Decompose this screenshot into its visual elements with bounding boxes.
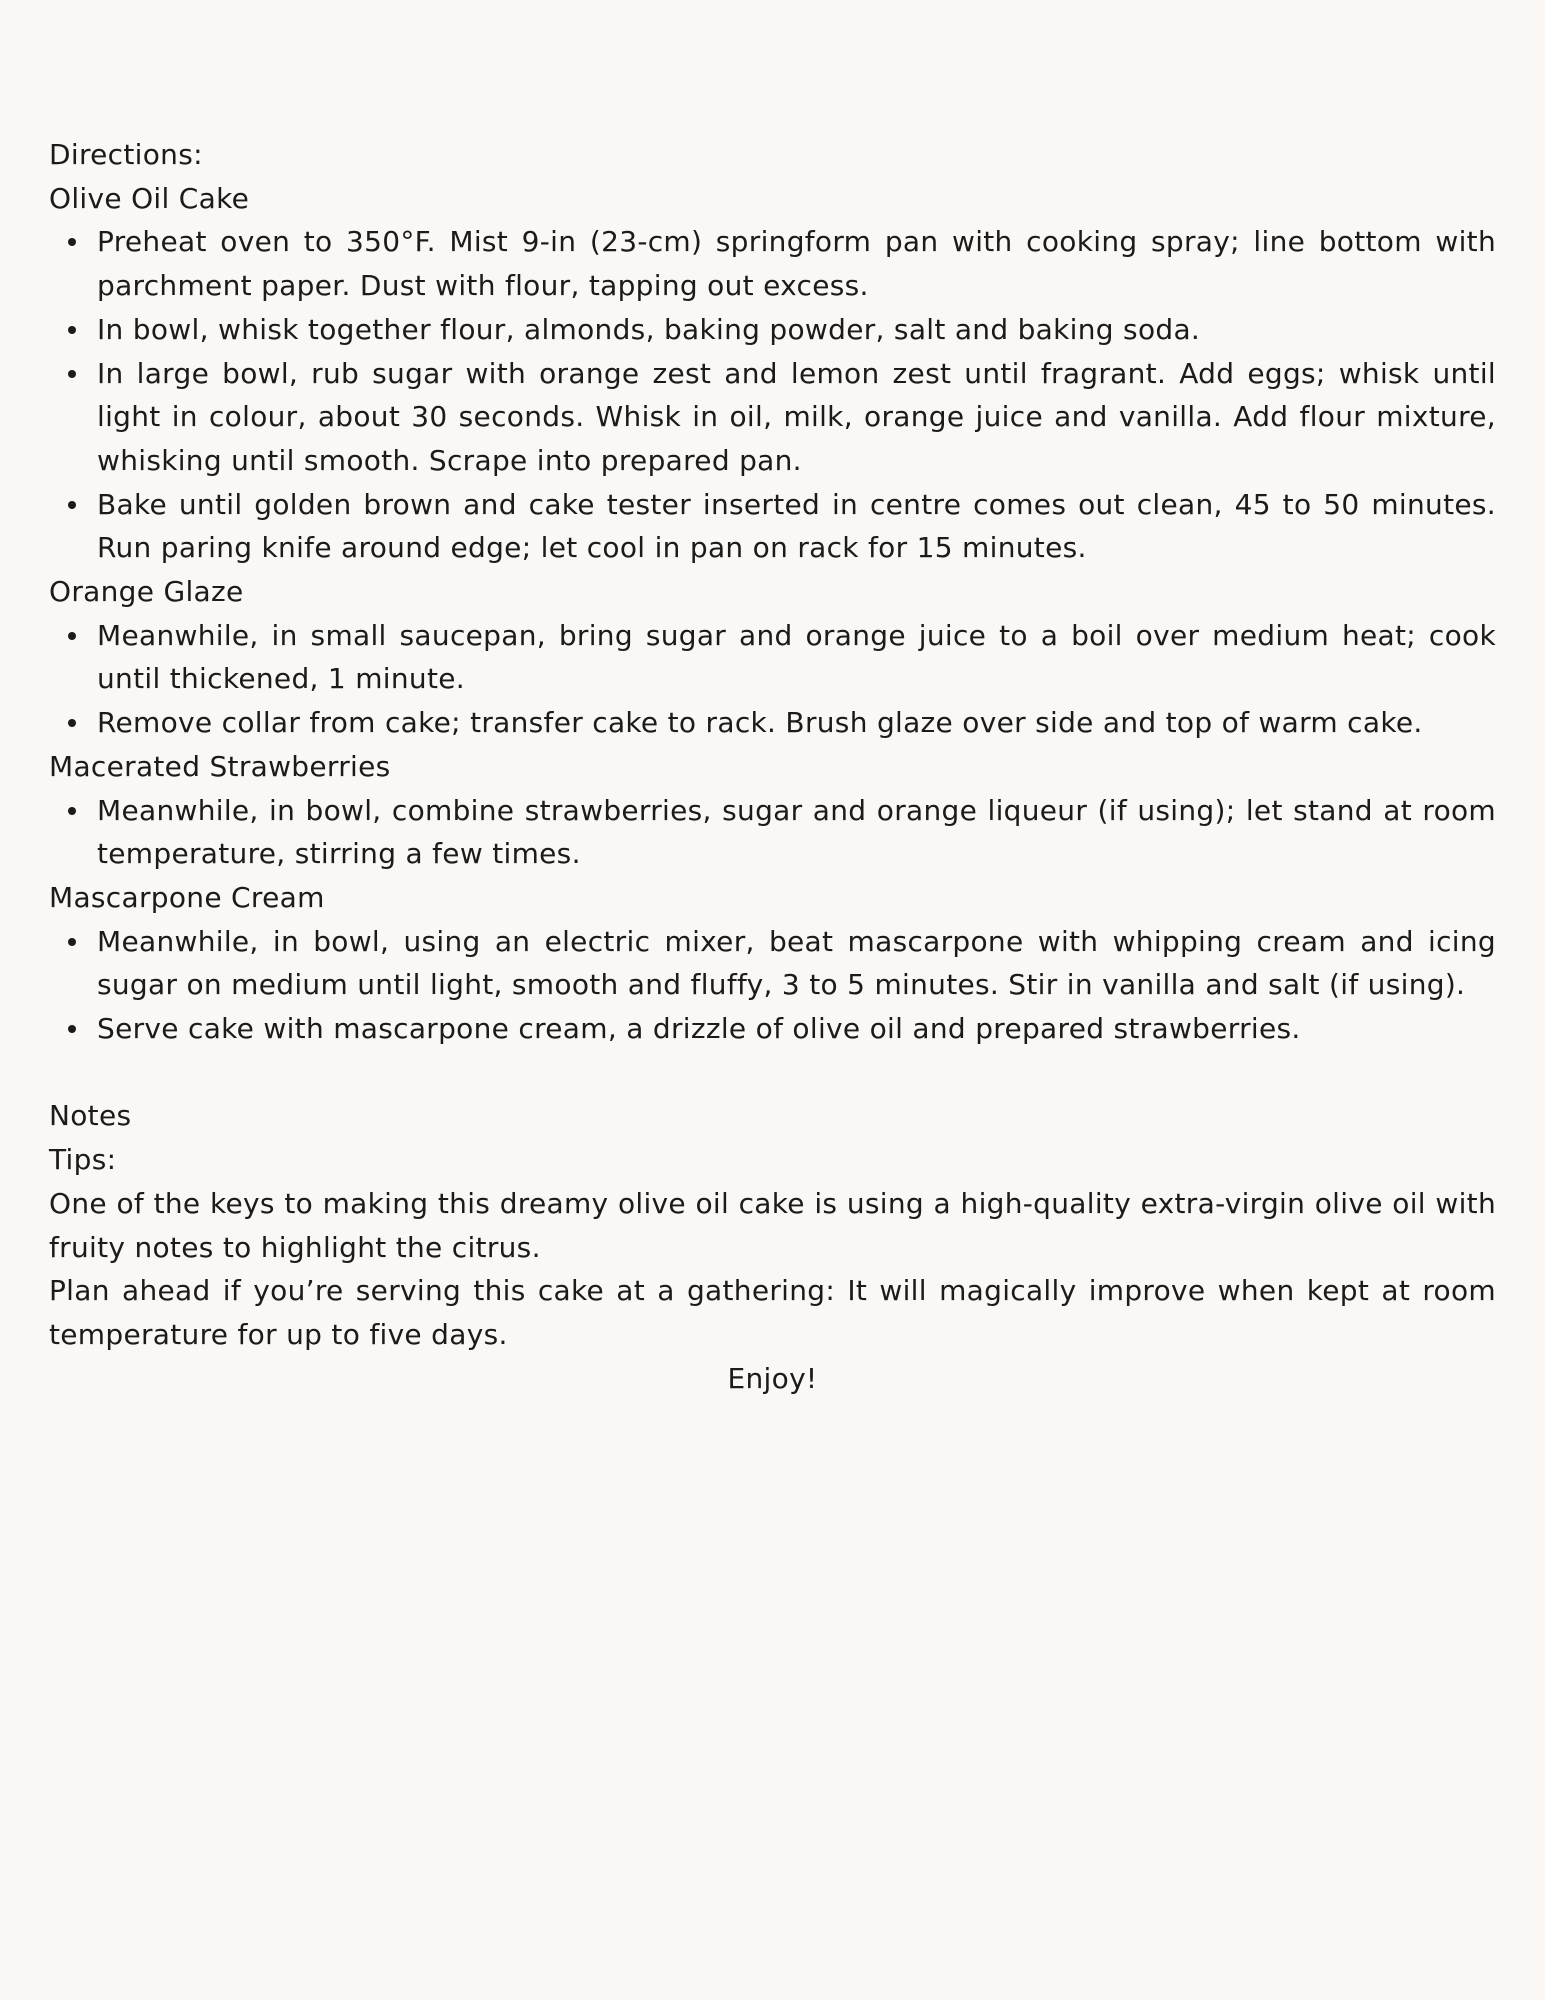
step-item: Bake until golden brown and cake tester inserted in centre comes out clean, 45 to 50 minutes. Run paring knife around edge; let cool in pan on rack for 15 minutes. bbox=[97, 483, 1496, 570]
step-item: In bowl, whisk together flour, almonds, baking powder, salt and baking soda. bbox=[97, 308, 1496, 352]
step-item: Serve cake with mascarpone cream, a drizzle of olive oil and prepared strawberries. bbox=[97, 1007, 1496, 1051]
tip-paragraph: One of the keys to making this dreamy olive oil cake is using a high-quality extra-virgin olive oil with fruity notes to highlight the citrus. bbox=[49, 1186, 1496, 1264]
recipe-content bbox=[49, 133, 1496, 1400]
closing-text: Enjoy! bbox=[727, 1361, 818, 1395]
section-title-orange-glaze: Orange Glaze bbox=[49, 575, 244, 609]
tip-paragraph: Plan ahead if you’re serving this cake at a gathering: It will magically improve when kept at room temperature for up to five days. bbox=[49, 1274, 1496, 1351]
step-item: Preheat oven to 350°F. Mist 9-in (23-cm) springform pan with cooking spray; line bottom with parchment paper. Dust with flour, tapping out excess. bbox=[97, 220, 1496, 307]
section-spacer bbox=[49, 1051, 1496, 1095]
mascarpone-cream-steps bbox=[49, 920, 1496, 1051]
section-title-macerated-strawberries: Macerated Strawberries bbox=[49, 749, 391, 783]
section-title-mascarpone-cream: Mascarpone Cream bbox=[49, 880, 325, 914]
directions-heading: Directions: bbox=[49, 138, 203, 171]
macerated-strawberries-steps bbox=[49, 789, 1496, 876]
notes-heading: Notes bbox=[49, 1099, 132, 1133]
step-item: Meanwhile, in bowl, combine strawberries, sugar and orange liqueur (if using); let stand at room temperature, stirring a few times. bbox=[97, 789, 1496, 876]
tips-label: Tips: bbox=[49, 1143, 117, 1177]
step-item: In large bowl, rub sugar with orange zest and lemon zest until fragrant. Add eggs; whisk until light in colour, about 30 seconds. Whisk in oil, milk, orange juice and vanilla. Add flour mixture, whisking until smooth. Scrape into prepared pan. bbox=[97, 352, 1496, 483]
orange-glaze-steps bbox=[49, 614, 1496, 745]
olive-oil-cake-steps bbox=[49, 220, 1496, 570]
step-item: Remove collar from cake; transfer cake to rack. Brush glaze over side and top of warm cake. bbox=[97, 701, 1496, 745]
step-item: Meanwhile, in small saucepan, bring sugar and orange juice to a boil over medium heat; cook until thickened, 1 minute. bbox=[97, 614, 1496, 701]
section-title-olive-oil-cake: Olive Oil Cake bbox=[49, 181, 250, 215]
step-item: Meanwhile, in bowl, using an electric mixer, beat mascarpone with whipping cream and icing sugar on medium until light, smooth and fluffy, 3 to 5 minutes. Stir in vanilla and salt (if using). bbox=[97, 920, 1496, 1007]
